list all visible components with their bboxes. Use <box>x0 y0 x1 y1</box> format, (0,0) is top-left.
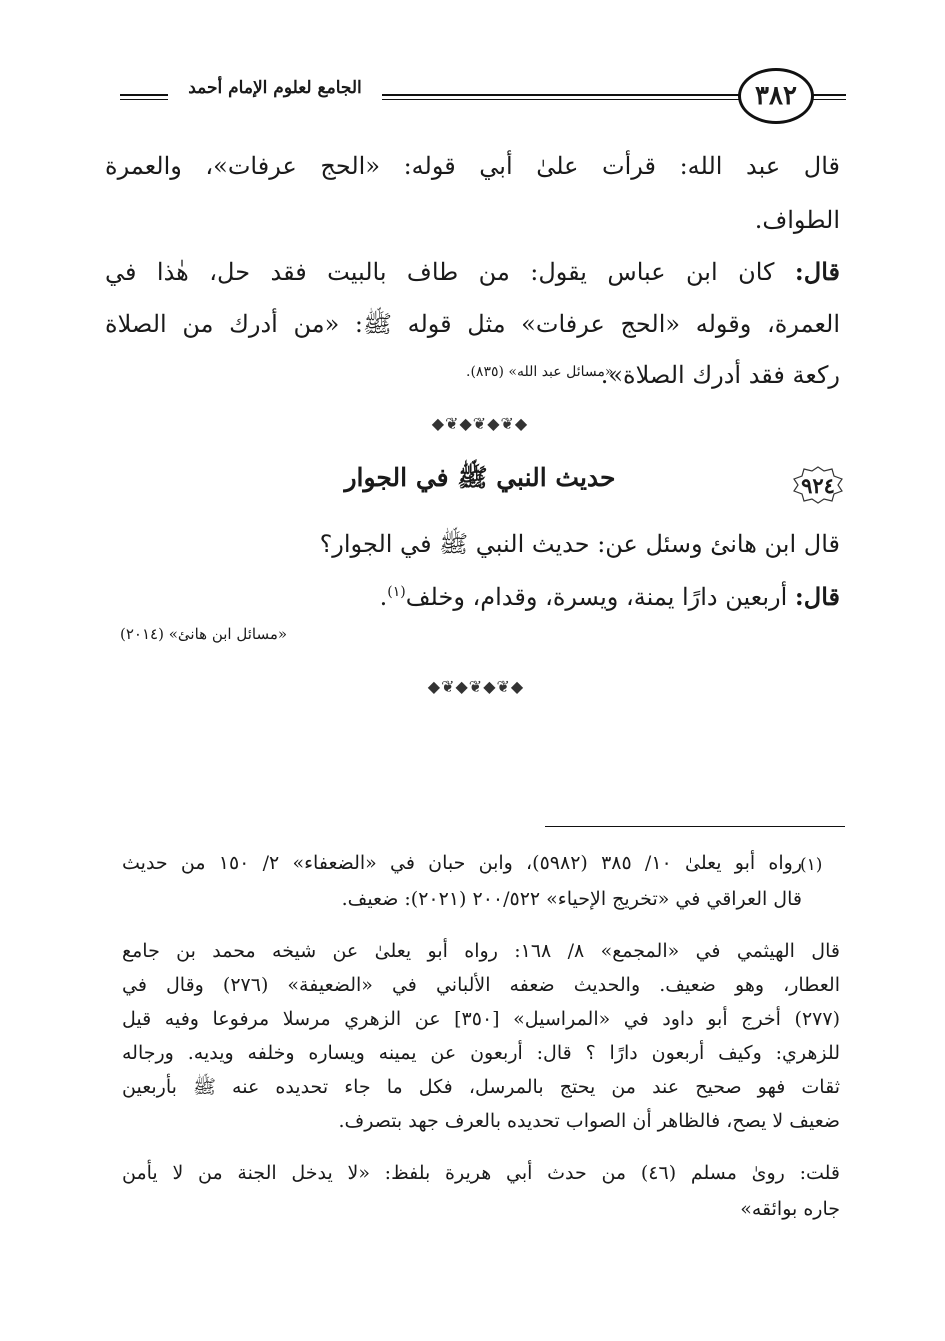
footnote-line: ثقات فهو صحيح عند من يحتج بالمرسل، فكل ما جاء تحديده عنه ﷺ بأربعين <box>122 1076 840 1098</box>
question-line: قال ابن هانئ وسئل عن: حديث النبي ﷺ في الجوار؟ <box>319 530 840 558</box>
footnote-line: رواه أبو يعلىٰ ١٠/ ٣٨٥ (٥٩٨٢)، وابن حبان في «الضعفاء» ٢/ ١٥٠ من حديث <box>122 852 803 874</box>
footnote-marker: (١) <box>800 855 823 875</box>
paragraph-text: كان ابن عباس يقول: من طاف بالبيت فقد حل، هٰذا في <box>105 258 795 286</box>
body-line-2: الطواف. <box>754 206 840 234</box>
footnote-line: العطار، وهو ضعيف. والحديث ضعفه الألباني في «الضعيفة» (٢٧٦) وقال في <box>122 974 840 996</box>
answer-end: . <box>379 583 388 611</box>
source-citation: «مسائل عبد الله» (٨٣٥). <box>466 364 614 380</box>
footnote-line: (٢٧٧) أخرج أبو داود في «المراسيل» [٣٥٠] عن الزهري مرسلا مرفوعا وفيه قيل <box>122 1008 840 1030</box>
running-title: الجامع لعلوم الإمام أحمد <box>168 78 382 98</box>
footnote-line: قال العراقي في «تخريج الإحياء» ٢٠٠/٥٢٢ (٢٠٢١): ضعيف. <box>341 888 802 910</box>
section-ornament: ◆❦◆❦◆❦◆ <box>431 414 529 433</box>
footnote-line: للزهري: وكيف أربعون دارًا ؟ قال: أربعون عن يمينه ويساره وخلفه ويديه. ورجاله <box>122 1042 840 1064</box>
body-line-5: ركعة فقد أدرك الصلاة». <box>600 361 840 389</box>
answer-text: أربعين دارًا يمنة، ويسرة، وقدام، وخلف <box>405 583 795 611</box>
chapter-number-badge <box>792 465 844 505</box>
chapter-number: ٩٢٤ <box>801 472 835 498</box>
chapter-title: حديث النبي ﷺ في الجوار <box>344 463 616 492</box>
footnote-separator <box>545 826 845 827</box>
paragraph-lead: قال: <box>794 257 840 286</box>
footnote-line: ضعيف لا يصح، فالظاهر أن الصواب تحديده بالعرف جهد بتصرف. <box>338 1110 840 1132</box>
source-citation-2: «مسائل ابن هانئ» (٢٠١٤) <box>120 625 288 643</box>
body-line-4: العمرة، وقوله «الحج عرفات» مثل قوله ﷺ: «من أدرك من الصلاة <box>105 310 840 338</box>
footnote-line: جاره بوائقه» <box>740 1198 840 1220</box>
page-number: ٣٨٢ <box>738 68 814 124</box>
footnote-line: قال الهيثمي في «المجمع» ٨/ ١٦٨: رواه أبو يعلىٰ عن شيخه محمد بن جامع <box>122 940 840 962</box>
section-ornament-2: ◆❦◆❦◆❦◆ <box>427 677 525 696</box>
header-rule-left <box>120 94 168 100</box>
body-line-3 <box>105 245 840 299</box>
header-rule-far-right <box>812 94 846 100</box>
header-rule-right <box>382 94 740 100</box>
footnote-line: قلت: روىٰ مسلم (٤٦) من حدث أبي هريرة بلفظ: «لا يدخل الجنة من لا يأمن <box>122 1162 841 1184</box>
body-line-1: قال عبد الله: قرأت علىٰ أبي قوله: «الحج عرفات»، والعمرة <box>105 152 840 180</box>
answer-line <box>105 565 840 624</box>
footnote-reference[interactable]: (١) <box>387 584 406 600</box>
answer-lead: قال: <box>794 582 840 611</box>
